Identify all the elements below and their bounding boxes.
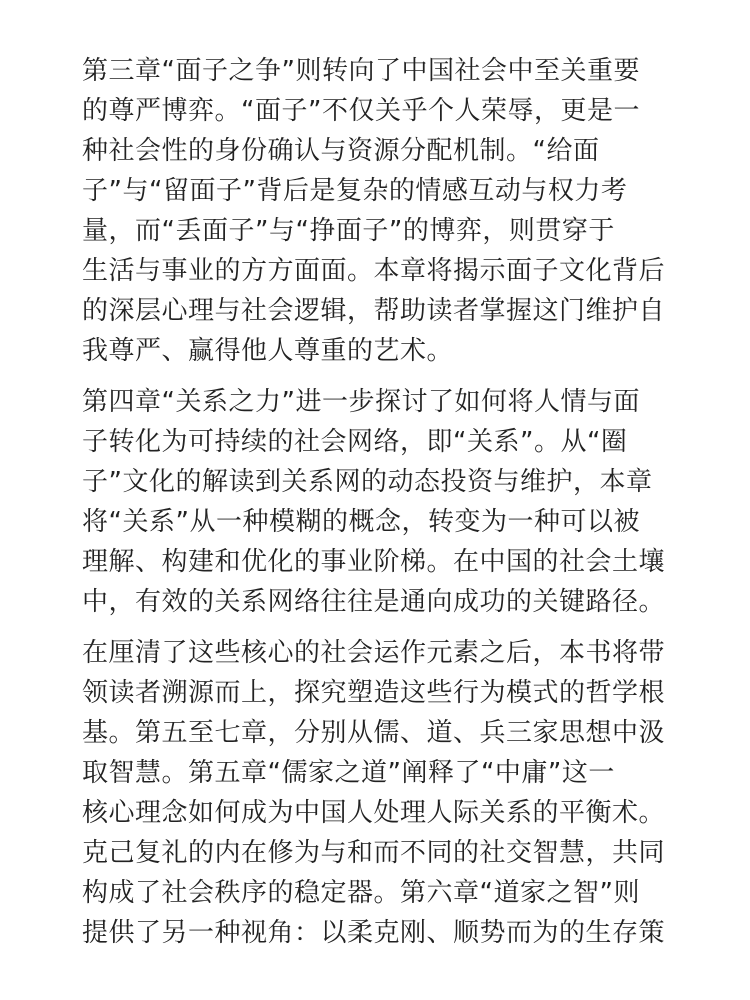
text-line: 核心理念如何成为中国人处理人际关系的平衡术。 [82, 798, 666, 828]
text-line: 的尊严博弈。“面子”不仅关乎个人荣辱，更是一 [82, 96, 640, 126]
text-line: 第四章“关系之力”进一步探讨了如何将人情与面 [82, 387, 640, 417]
text-line: 种社会性的身份确认与资源分配机制。“给面 [82, 136, 600, 166]
text-line: 理解、构建和优化的事业阶梯。在中国的社会土壤 [82, 547, 666, 577]
text-line: 子”与“留面子”背后是复杂的情感互动与权力考 [82, 176, 628, 206]
text-line: 提供了另一种视角：以柔克刚、顺势而为的生存策 [82, 918, 666, 948]
text-line: 的深层心理与社会逻辑，帮助读者掌握这门维护自 [82, 296, 666, 326]
text-line: 量，而“丢面子”与“挣面子”的博弈，则贯穿于 [82, 216, 615, 246]
text-line: 基。第五至七章，分别从儒、道、兵三家思想中汲 [82, 718, 666, 748]
paragraph-chapter-four [82, 382, 672, 622]
paragraph-chapter-three [82, 51, 672, 371]
text-line: 我尊严、赢得他人尊重的艺术。 [82, 336, 454, 366]
text-line: 取智慧。第五章“儒家之道”阐释了“中庸”这一 [82, 758, 615, 788]
text-line: 子”文化的解读到关系网的动态投资与维护，本章 [82, 467, 653, 497]
text-line: 生活与事业的方方面面。本章将揭示面子文化背后 [82, 256, 666, 286]
text-line: 中，有效的关系网络往往是通向成功的关键路径。 [82, 587, 666, 617]
text-line: 子转化为可持续的社会网络，即“关系”。从“圈 [82, 427, 628, 457]
text-line: 克己复礼的内在修为与和而不同的社交智慧，共同 [82, 838, 666, 868]
text-line: 第三章“面子之争”则转向了中国社会中至关重要 [82, 56, 640, 86]
paragraph-philosophy-roots [82, 633, 672, 953]
text-line: 领读者溯源而上，探究塑造这些行为模式的哲学根 [82, 678, 666, 708]
text-line: 在厘清了这些核心的社会运作元素之后，本书将带 [82, 638, 666, 668]
document-body [82, 51, 672, 953]
text-line: 构成了社会秩序的稳定器。第六章“道家之智”则 [82, 878, 640, 908]
text-line: 将“关系”从一种模糊的概念，转变为一种可以被 [82, 507, 640, 537]
